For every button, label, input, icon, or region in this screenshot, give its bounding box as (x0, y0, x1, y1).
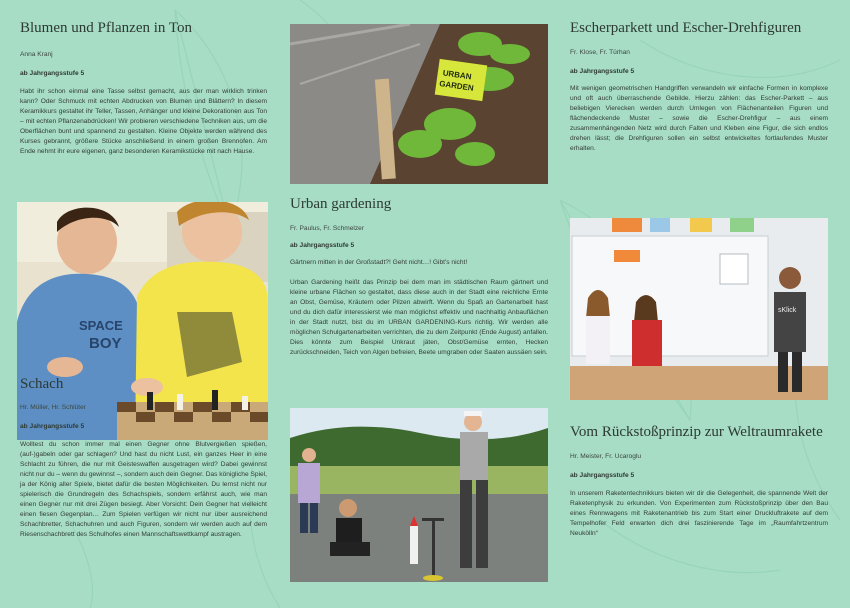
pottery-author: Anna Kranj (20, 51, 53, 59)
escher-section (570, 20, 828, 154)
rocket-author: Hr. Meister, Fr. Ucaroglu (570, 453, 642, 461)
rocket-section (570, 424, 828, 539)
chess-section (20, 376, 267, 393)
chess-grade: ab Jahrgangsstufe 5 (20, 423, 85, 430)
escher-grade: ab Jahrgangsstufe 5 (570, 68, 635, 76)
escher-author: Fr. Klose, Fr. Türhan (570, 49, 630, 57)
rocket-text: In unserem Raketentechnikkurs bieten wir dir die Gelegenheit, die spannende Welt der Raketenphysik zu erkunden. Von Experimenten zum Rückstoßprinzip über den Bau eines Rennwagens mit Raketenantrieb bis zum Start einer Druckluftrakete auf dem Tempelhofer Feld erwarten dich drei faszinierende Tage im „Raumfahrtzentrum Neukölln“ (570, 490, 828, 538)
shirt-print-sklick: sKlick (778, 307, 797, 314)
gardening-title: Urban gardening (290, 196, 392, 212)
gardening-intro: Gärtnern mitten in der Großstadt?! Geht nicht…! Gibt's nicht! (290, 259, 468, 267)
chess-text: Wolltest du schon immer mal einen Gegner ohne Blutvergießen spießen, (auf-)gabeln oder gar schlagen? Und hast du nicht Lust, ein ganzes Heer in eine Schlacht zu führen, die nur mit Geisteswaffen ausgetragen wird? Dabei gewinnst nicht nur du – wenn du gewinnst –, sondern auch dein Gegner. Das königliche Spiel, ja der König aller Spiele, bietet dafür die besten Möglichkeiten. Du lernst nicht nur spielerisch die Grundregeln des Schachspiels, sondern erfährst auch, wie man einen Gegner nur mit drei Zügen besiegt. Aber Vorsicht: Dein Gegner hat vielleicht einen fiesen Gegenplan… Zum Spielen verfügen wir nicht nur über ausreichend Schachbretter, Schachuhren und auch Figuren, sondern wir werden auch auf dem Riesenschachbrett des Schulhofes einen Mannschaftswettkampf austragen. (20, 441, 267, 539)
gardening-text: Urban Gardening heißt das Prinzip bei dem man im städtischen Raum gärtnert und kleine urbane Flächen so gestaltet, dass diese auch in der Stadt eine reichliche Ernte an Obst, Gemüse, Kräutern oder Pilzen abwirft. Wenn du Spaß an Gartenarbeit hast und du dich dafür interessierst wie man möglichst effektiv und nachhaltig Anbauflächen in der Stadt nutzt, bist du im URBAN GARDENING-Kurs richtig. Wir werden alle möglichen Schulgartenarbeiten verrichten, die zu dem Zeitpunkt (Ende August) anfallen. Dies könnte zum Beispiel Unkraut jäten, Obst/Gemüse ernten, Hecken zurückschneiden, Teich von Algen befreien, Beete umgraben oder Saaten aussäen sein. (290, 279, 548, 357)
chess-title: Schach (20, 376, 64, 392)
pottery-text: Habt ihr schon einmal eine Tasse selbst gemacht, aus der man wirklich trinken kann? Oder Schmuck mit echten Abdrucken von Blumen und Blättern? In diesem Keramikkurs gestaltet ihr Teller, Tassen, Anhänger und kleine Dekorationen aus Ton – mit echten Pflanzenabdrücken! Wir probieren verschiedene Techniken aus, um die Oberflächen bunt und spannend zu gestalten. Kleine Objekte werden während des Kurses gebrannt, größere Stücke anschließend in einem großen Brennofen. Am Ende nehmt ihr eure eigenen, ganz besonderen Keramikstücke mit nach Hause. (20, 88, 267, 156)
rocket-title: Vom Rückstoßprinzip zur Weltraumrakete (570, 424, 823, 440)
gardening-author: Fr. Paulus, Fr. Schmelzer (290, 225, 365, 233)
pottery-title: Blumen und Pflanzen in Ton (20, 20, 192, 36)
chess-details (20, 404, 267, 540)
pottery-section (20, 20, 267, 157)
rocket-grade: ab Jahrgangsstufe 5 (570, 472, 635, 480)
pottery-grade: ab Jahrgangsstufe 5 (20, 70, 85, 78)
gardening-grade: ab Jahrgangsstufe 5 (290, 242, 355, 250)
escher-text: Mit wenigen geometrischen Handgriffen verwandeln wir einfache Formen in komplexe und oft auch überraschende Gebilde. Hierzu zählen: das Escher-Parkett – aus beliebigen Vierecken werden durch Umlegen von Flächenanteilen Figuren und flächendeckende Muster – sowie die Escher-Drehfigur – aus einem zusammenhängenden Netz wird durch Falten und Kleben eine Figur, die sich endlos drehen lässt; die Drehfiguren sollen ein selbst entwickeltes fortlaufendes Muster erhalten. (570, 85, 828, 153)
garden-sign-line2: GARDEN (438, 79, 475, 93)
escher-photo (570, 218, 828, 400)
escher-title: Escherparkett und Escher-Drehfiguren (570, 20, 802, 36)
gardening-section (290, 196, 548, 358)
chess-author: Hr. Müller, Hr. Schlüter (20, 404, 86, 411)
shirt-print-space: SPACE (79, 318, 123, 333)
garden-sign-line1: URBAN (442, 68, 473, 82)
shirt-print-boy: BOY (89, 335, 122, 352)
garden-photo (290, 24, 548, 184)
rocket-photo (290, 408, 548, 582)
